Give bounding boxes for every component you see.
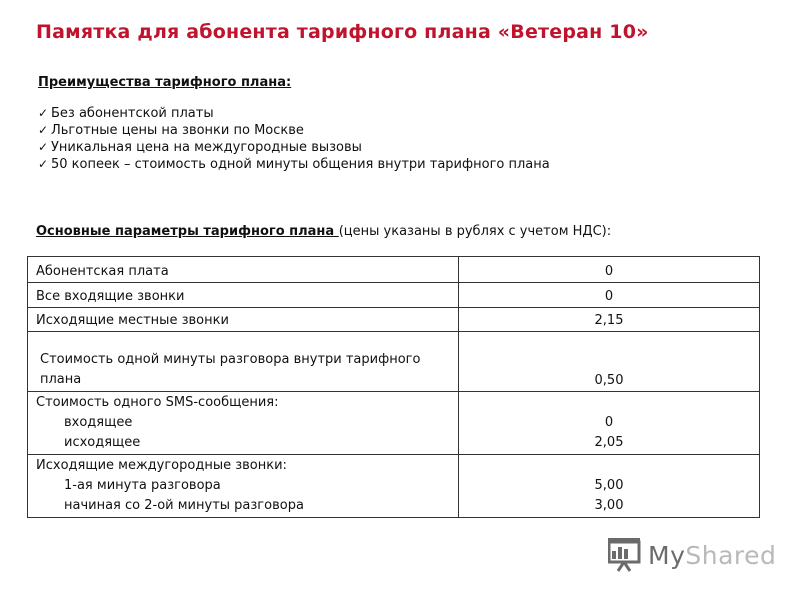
myshared-logo — [608, 538, 776, 572]
params-heading-underlined: Основные параметры тарифного плана — [36, 224, 339, 239]
advantages-heading: Преимущества тарифного плана: — [38, 75, 292, 90]
row-value: 5,00 3,00 — [459, 455, 760, 518]
logo-text: MyShared — [648, 540, 777, 570]
row-value: 0 — [459, 283, 760, 308]
row-label: Абонентская плата — [28, 257, 459, 283]
row-label: Стоимость одного SMS-сообщения: входящее исходящее — [28, 392, 459, 455]
table-row — [28, 257, 760, 283]
presentation-board-icon — [608, 538, 644, 572]
row-value: 0,50 — [459, 332, 760, 392]
list-item: ✓ 50 копеек – стоимость одной минуты общения внутри тарифного плана — [38, 157, 550, 172]
row-value: 0 — [459, 257, 760, 283]
page-title: Памятка для абонента тарифного плана «Ветеран 10» — [36, 21, 649, 43]
params-table — [27, 256, 760, 518]
list-item: ✓ Льготные цены на звонки по Москве — [38, 123, 304, 138]
table-row — [28, 332, 760, 392]
row-label: Все входящие звонки — [28, 283, 459, 308]
params-heading-note: (цены указаны в рублях с учетом НДС): — [338, 224, 612, 239]
row-label: Стоимость одной минуты разговора внутри тарифного плана — [28, 332, 459, 392]
checkmark-icon: ✓ — [38, 123, 49, 137]
params-heading — [36, 224, 611, 239]
row-value: 0 2,05 — [459, 392, 760, 455]
table-row — [28, 455, 760, 518]
advantages-list — [38, 105, 550, 173]
checkmark-icon: ✓ — [38, 106, 49, 120]
table-row — [28, 283, 760, 308]
checkmark-icon: ✓ — [38, 140, 49, 154]
list-item: ✓ Уникальная цена на междугородные вызовы — [38, 140, 362, 155]
table-row — [28, 308, 760, 332]
row-label: Исходящие междугородные звонки: 1-ая минута разговора начиная со 2-ой минуты разговора — [28, 455, 459, 518]
checkmark-icon: ✓ — [38, 157, 49, 171]
row-label: Исходящие местные звонки — [28, 308, 459, 332]
row-value: 2,15 — [459, 308, 760, 332]
list-item: ✓ Без абонентской платы — [38, 106, 214, 121]
table-row — [28, 392, 760, 455]
